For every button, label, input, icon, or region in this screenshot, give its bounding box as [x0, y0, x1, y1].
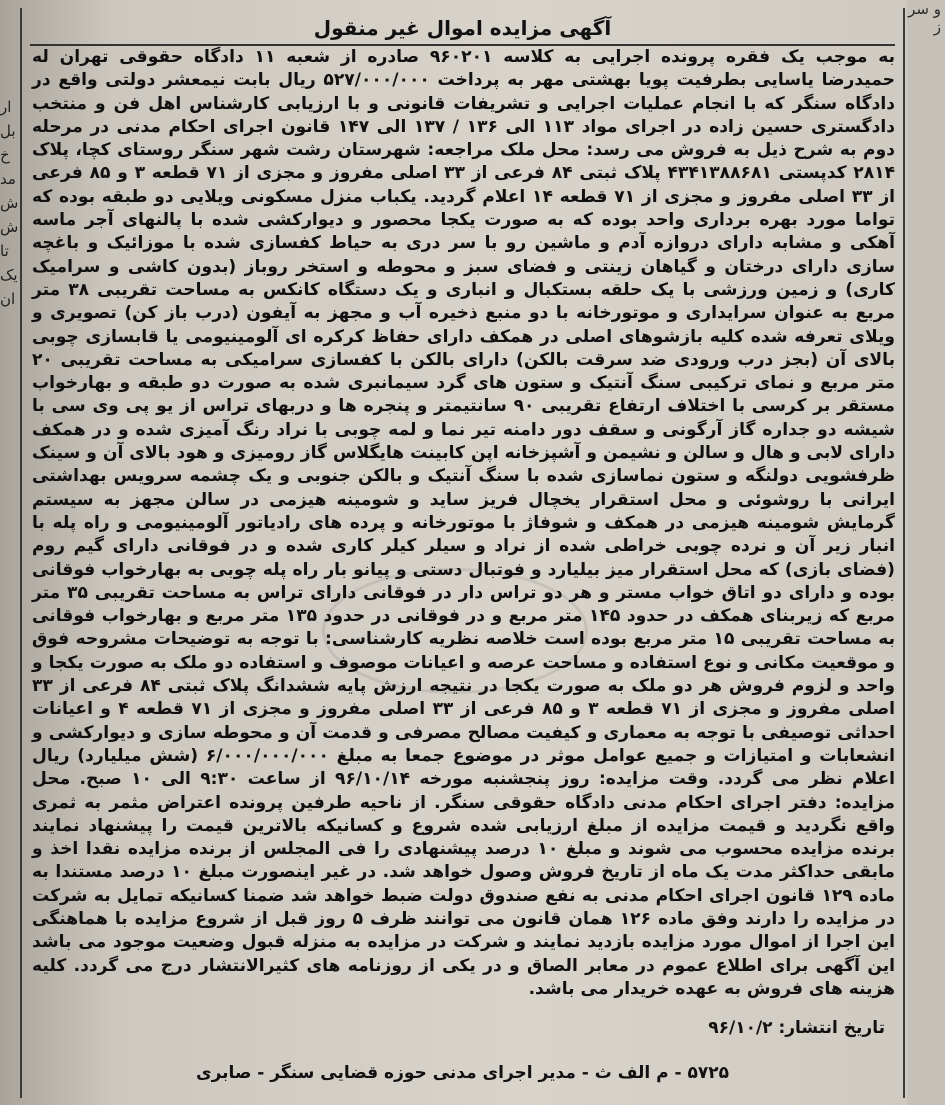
auction-notice	[20, 8, 905, 1098]
publication-date: تاریخ انتشار: ۹۶/۱۰/۲	[708, 1018, 885, 1038]
neighbor-fragment: ش	[0, 218, 19, 236]
neighbor-fragment: خ	[0, 146, 10, 164]
neighbor-fragment: بل	[0, 122, 16, 140]
neighbor-column-left	[0, 95, 22, 395]
neighbor-fragment-top: و سر ز	[908, 0, 941, 36]
notice-body: به موجب یک فقره پرونده اجرایی به کلاسه ۹۶۰۲۰۱ صادره از شعبه ۱۱ دادگاه حقوقی تهران له حمیدرضا یاسایی بطرفیت پویا بهشتی مهر به پرداخت ۵۲۷/۰۰۰/۰۰۰ ریال بابت نیمعشر دولتی واقع در دادگاه سنگر که با انجام عملیات اجرایی و تشریفات قانونی و با ارزیابی کارشناس اهل فن و منتخب دادگستری حسین زاده در اجرای مواد ۱۱۳ الی ۱۳۶ / ۱۳۷ الی ۱۴۷ قانون اجرای احکام مدنی در مرحله دوم به شرح ذیل به فروش می رسد: محل ملک مراجعه: شهرستان رشت شهر سنگر روستای کچا، پلاک ۲۸۱۴ کدپستی ۴۳۴۱۳۸۸۶۸۱ پلاک ثبتی ۸۴ فرعی از ۳۳ اصلی مفروز و مجزی از ۷۱ قطعه ۳ و ۸۵ فرعی از ۳۳ اصلی مفروز و مجزی از ۷۱ قطعه ۱۴ اعلام گردید. یکباب منزل مسکونی ویلایی دو طبقه بوده که تواما مورد بهره برداری واحد بوده که به صورت یکجا محصور و دیوارکشی شده با پالنهای آجر ماسه آهکی و مشابه دارای دروازه آدم و ماشین رو با سر دری به حیاط کفسازی شده با موزائیک و باغچه سازی دارای درختان و گیاهان زینتی و فضای سبز و محوطه و استخر روباز (بدون کاشی و سرامیک کاری) و زمین ورزشی با یک حلقه بستکبال و انباری و یک دستگاه کانکس به مساحت تقریبی ۳۸ متر مربع به عنوان سرایداری و موتورخانه با دو منبع ذخیره آب و مجهز به آیفون (درب باز کن) تصویری و ویلای تعرفه شده کلیه بازشوهای اصلی در همکف دارای حفاظ کرکره ای آلومینیومی یا قابسازی چوبی بالای آن (بجز درب ورودی ضد سرقت بالکن) دارای بالکن با کفسازی سرامیکی به مساحت تقریبی ۲۰ متر مربع و نمای ترکیبی سنگ آنتیک و ستون های گرد سیمانبری شده به صورت دو طبقه و بهارخواب مستقر بر کرسی با اختلاف ارتفاع تقریبی ۹۰ سانتیمتر و پنجره ها و دربهای تراس از یو پی وی سی با شیشه دو جداره گاز آرگونی و سقف دور دامنه تیر نما و لمه چوبی با نراد رنگ آمیزی شده و در همکف دارای لابی و هال و سالن و نشیمن و آشپزخانه اپن کابینت هایگلاس گاز رومیزی و هود بالای آن و سینک ظرفشویی دولنگه و ستون نماسازی شده با سنگ آنتیک و بالکن جنوبی و یک چشمه سرویس بهداشتی ایرانی با روشوئی و محل استقرار یخچال فریز ساید و شومینه هیزمی در سالن مجهز به سیستم گرمایش شومینه هیزمی در همکف و شوفاژ با موتورخانه و پرده های رادیاتور آلومینیومی و راه پله با انبار زیر آن و نرده چوبی خراطی شده از نراد و سیلر کیلر کاری شده و در فوقانی دارای گیم روم (فضای بازی) که محل استقرار میز بیلیارد و فوتبال دستی و پیانو بار راه پله چوبی به بهارخواب فوقانی بوده و دارای دو اتاق خواب مستر و هر دو تراس دار در فوقانی دارای تراس به مساحت تقریبی ۳۵ متر مربع که زیربنای همکف در حدود ۱۴۵ متر مربع و در فوقانی در حدود ۱۳۵ متر مربع و بهارخواب فوقانی به مساحت تقریبی ۱۵ متر مربع بوده است خلاصه نظریه کارشناسی: با توجه به توضیحات مشروحه فوق و موقعیت مکانی و نوع استفاده و مساحت عرصه و اعیانات موصوف و استفاده دو ملک به صورت یکجا و واحد و لزوم فروش هر دو ملک به صورت یکجا در نتیجه ارزش پایه ششدانگ پلاک ثبتی ۸۴ فرعی از ۳۳ اصلی مفروز و مجزی از ۷۱ قطعه ۳ و ۸۵ فرعی از ۳۳ اصلی مفروز و مجزی از ۷۱ قطعه ۴ و اعیانات احداثی توصیفی با توجه به معماری و کیفیت مصالح مصرفی و قدمت آن و محوطه سازی و دیوارکشی و انشعابات و امتیازات و جمیع عوامل موثر در موضوع جمعا به مبلغ ۶/۰۰۰/۰۰۰/۰۰۰ (شش میلیارد) ریال اعلام نظر می گردد. وقت مزایده: روز پنجشنبه مورخه ۹۶/۱۰/۱۴ از ساعت ۹:۳۰ الی ۱۰ صبح. محل مزایده: دفتر اجرای احکام مدنی دادگاه حقوقی سنگر. از ناحیه طرفین پرونده اعتراض مثمر به ثمری واقع نگردید و قیمت مزایده از مبلغ ارزیابی شده شروع و کسانیکه بالاترین قیمت را پیشنهاد نمایند برنده مزایده محسوب می شوند و مبلغ ۱۰ درصد پیشنهادی را فی المجلس از برنده مزایده نقدا اخذ و مابقی حداکثر مدت یک ماه از تاریخ فروش وصول خواهد شد. در غیر اینصورت مبلغ ۱۰ درصد مستندا به ماده ۱۲۹ قانون اجرای احکام مدنی به نفع صندوق دولت ضبط خواهد شد ضمنا کسانیکه تمایل به شرکت در مزایده را دارند وفق ماده ۱۲۶ همان قانون می توانند ظرف ۵ روز قبل از شروع مزایده با هماهنگی این اجرا از اموال مورد مزایده بازدید نمایند و شرکت در مزایده به منزله قبول وضعیت موجود می باشد این آگهی برای اطلاع عموم در معابر الصاق و در یکی از روزنامه های کثیرالانتشار درج می گردد. کلیه هزینه های فروش به عهده خریدار می باشد.	[32, 47, 896, 999]
notice-signature: ۵۷۲۵ - م الف ث - مدیر اجرای مدنی حوزه قضایی سنگر - صابری	[196, 1063, 729, 1083]
notice-title: آگهی مزایده اموال غیر منقول	[313, 16, 612, 40]
neighbor-fragment: ار	[0, 98, 12, 116]
neighbor-fragment: تا	[0, 242, 9, 260]
neighbor-fragment: ش	[0, 194, 19, 212]
neighbor-fragment: مد	[0, 170, 16, 188]
neighbor-fragment: یک	[0, 266, 18, 284]
neighbor-column-right	[907, 0, 945, 1105]
neighbor-fragment: ان	[0, 290, 16, 308]
